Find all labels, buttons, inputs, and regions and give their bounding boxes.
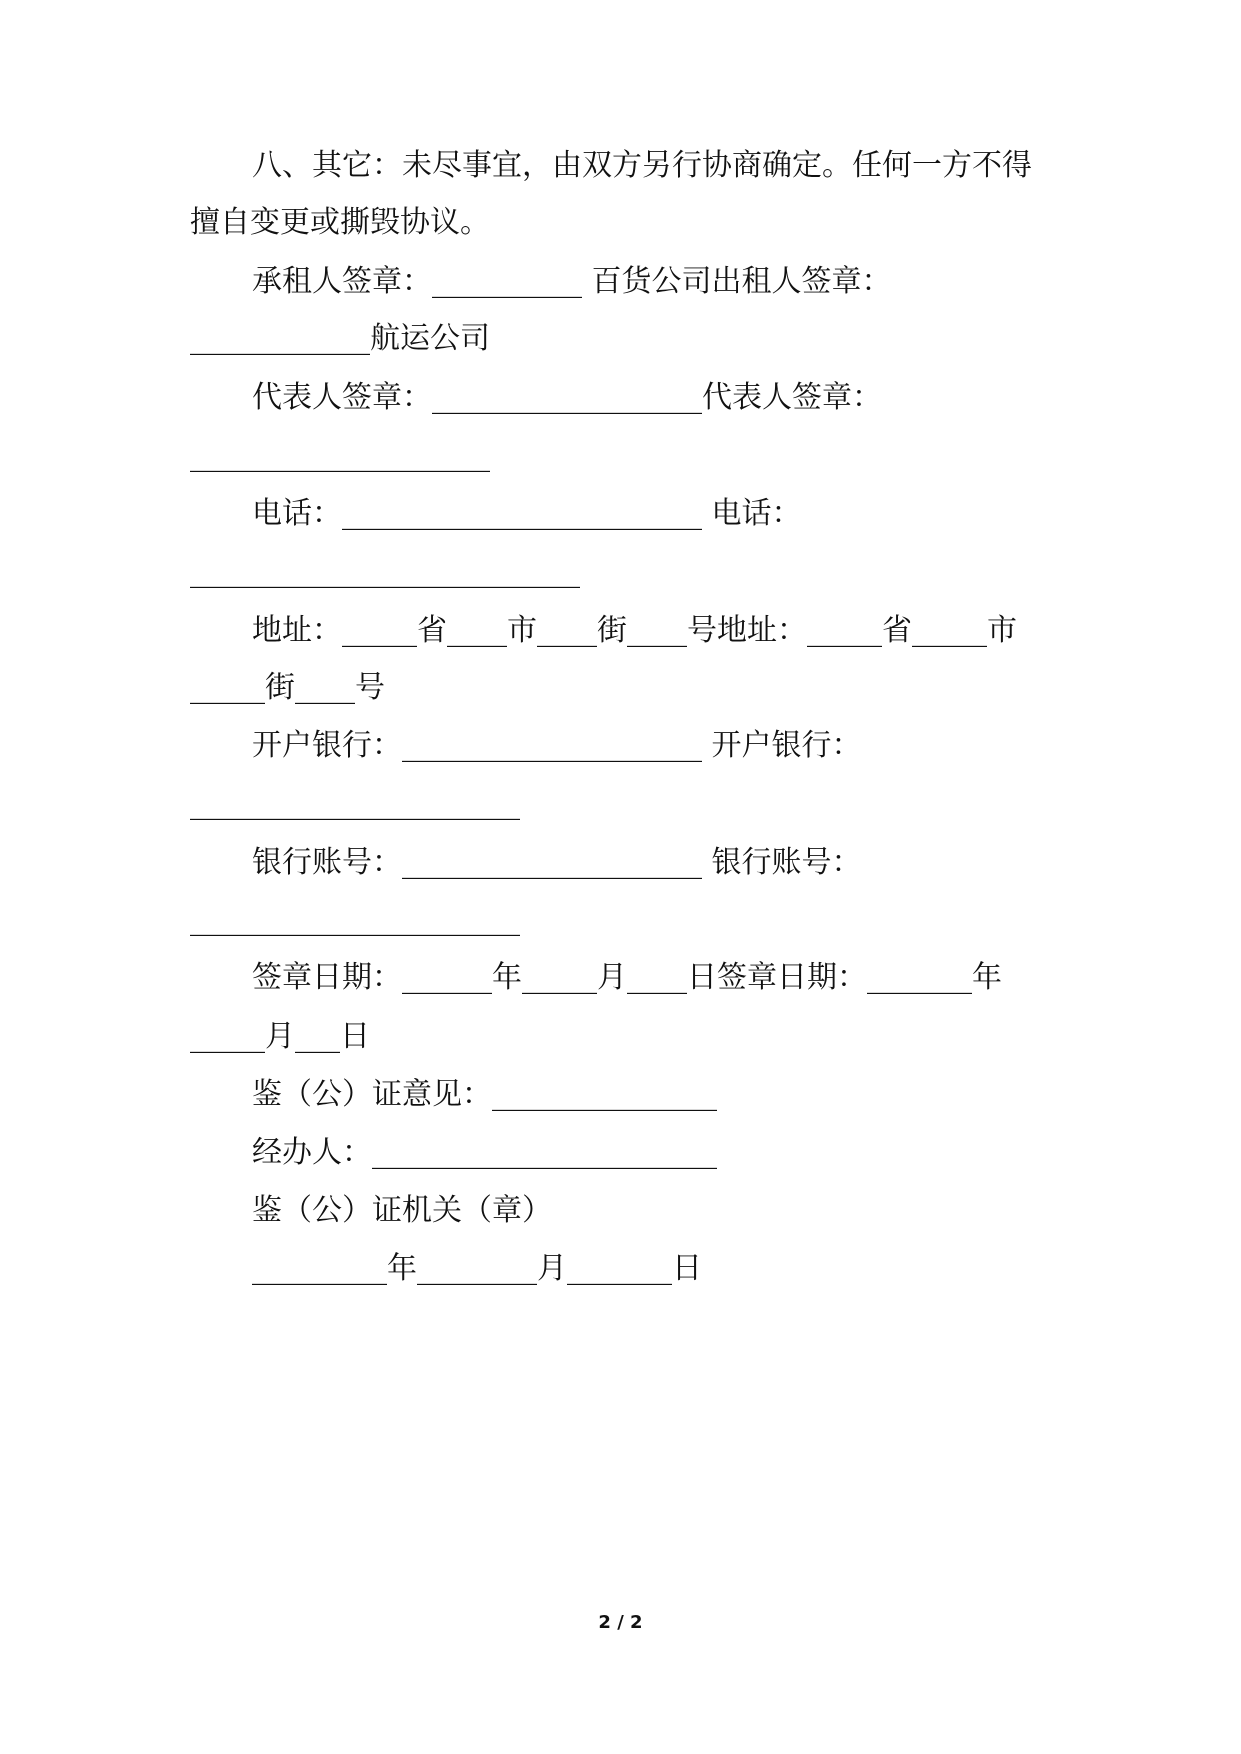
representative-signature-line-2: ____________________ [190,438,490,473]
clause-8-line-1: 八、其它：未尽事宜，由双方另行协商确定。任何一方不得 [252,148,1032,183]
phone-line-1: 电话：________________________ 电话： [252,496,802,531]
lessee-signature-line-1: 承租人签章：__________ 百货公司出租人签章： [252,264,892,299]
address-line-2: _____街____号 [190,670,385,705]
account-line-2: ______________________ [190,902,520,937]
page-number: 2 / 2 [598,1612,643,1633]
clause-8-line-2: 擅自变更或撕毁协议。 [190,205,490,240]
bank-line-1: 开户银行：____________________ 开户银行： [252,728,862,763]
address-line-1: 地址：_____省____市____街____号地址：_____省_____市 [252,613,1017,648]
account-line-1: 银行账号：____________________ 银行账号： [252,845,862,880]
notary-handler: 经办人：_______________________ [252,1135,717,1170]
lessee-signature-line-2: ____________航运公司 [190,321,490,356]
sign-date-line-2: _____月___日 [190,1019,370,1054]
phone-line-2: __________________________ [190,554,580,589]
notary-authority: 鉴（公）证机关（章） [252,1193,552,1228]
bank-line-2: ______________________ [190,786,520,821]
notary-date: _________年________月_______日 [252,1251,702,1286]
notary-opinion: 鉴（公）证意见：_______________ [252,1077,717,1112]
representative-signature-line-1: 代表人签章：__________________代表人签章： [252,380,882,415]
sign-date-line-1: 签章日期：______年_____月____日签章日期：_______年 [252,960,1002,995]
